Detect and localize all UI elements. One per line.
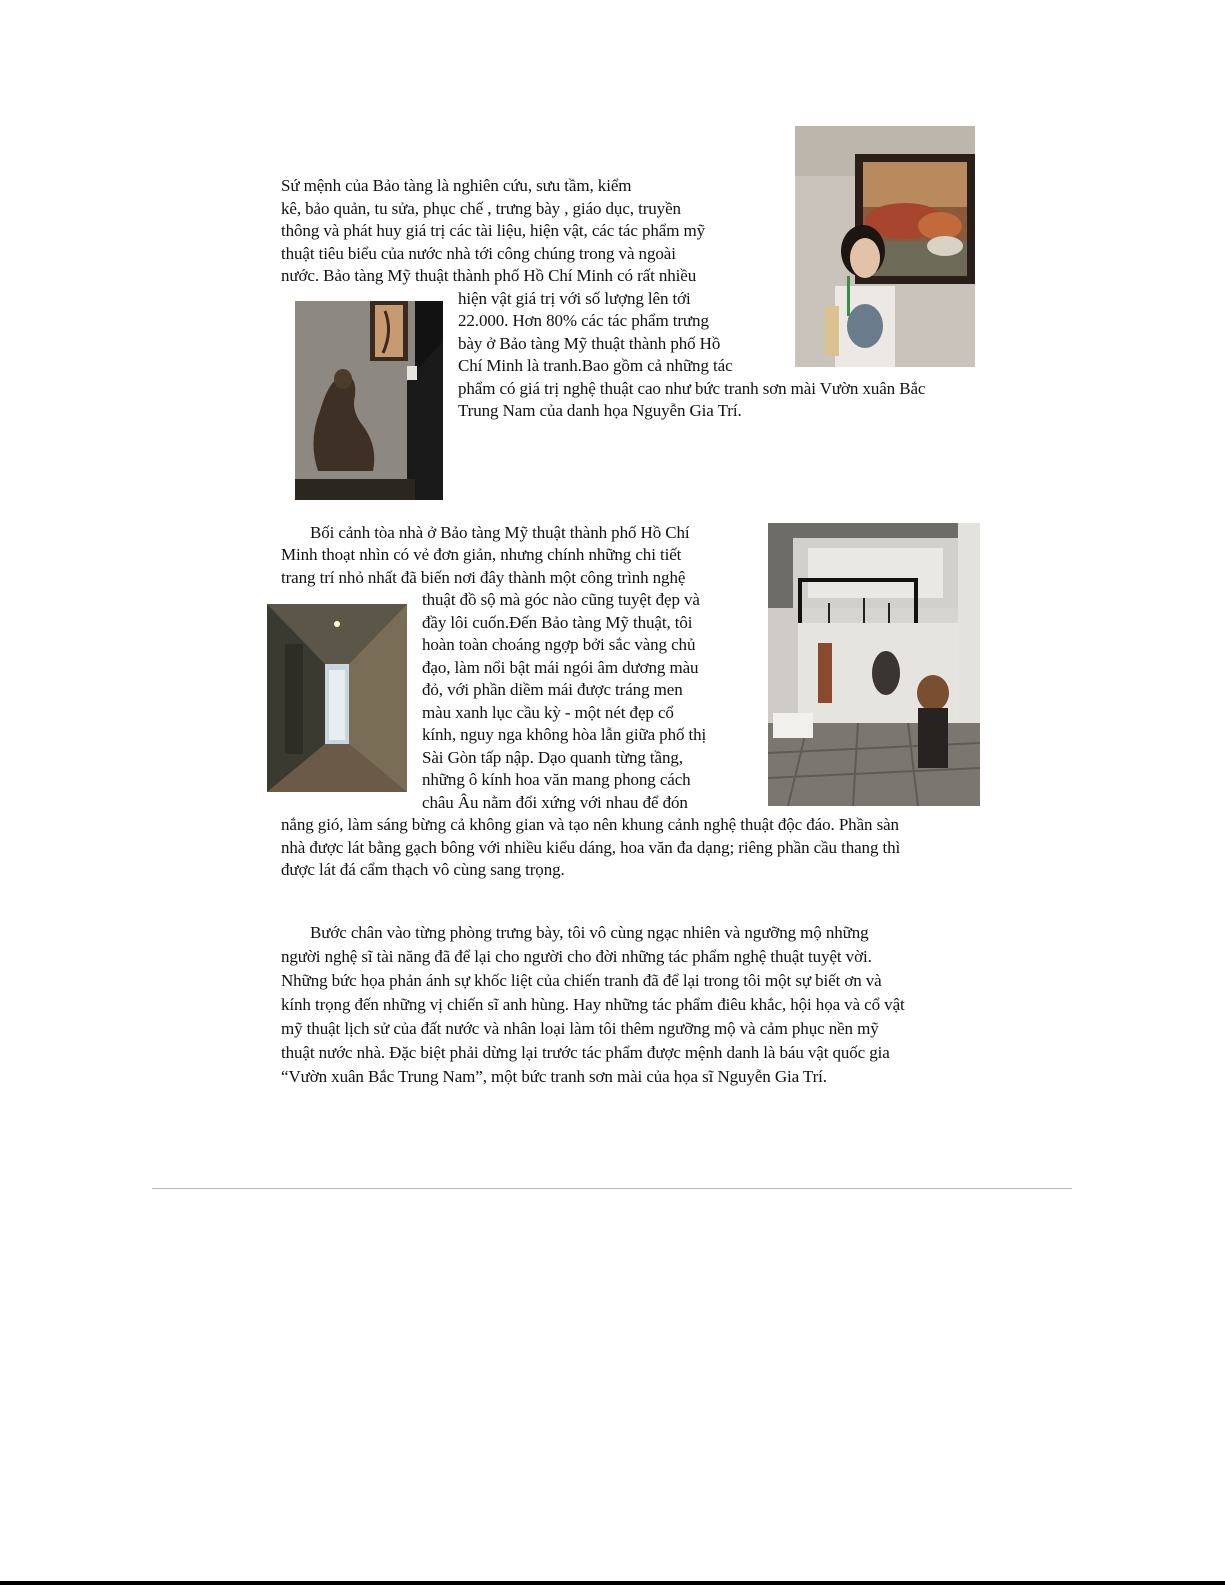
paragraph3-line-7: “Vườn xuân Bắc Trung Nam”, một bức tranh sơn mài của họa sĩ Nguyễn Gia Trí.: [281, 1067, 827, 1086]
exhibition-hall-photo: [768, 523, 980, 806]
paragraph3-line-5: mỹ thuật lịch sử của đất nước và nhân loại làm tôi thêm ngưỡng mộ và cảm phục nền mỹ: [281, 1019, 879, 1038]
paragraph2-line-4: thuật đồ sộ mà góc nào cũng tuyệt đẹp và: [422, 590, 700, 609]
paragraph1-line-5: nước. Bảo tàng Mỹ thuật thành phố Hồ Chí Minh có rất nhiều: [281, 266, 697, 285]
paragraph2-line-15: nhà được lát bằng gạch bông với nhiều kiểu dáng, hoa văn đa dạng; riêng phần cầu thang thì: [281, 838, 901, 857]
paragraph2-line-9: màu xanh lục cầu kỳ - một nét đẹp cổ: [422, 703, 674, 722]
paragraph3-line-4: kính trọng đến những vị chiến sĩ anh hùng. Hay những tác phẩm điêu khắc, hội họa và cổ vật: [281, 995, 905, 1014]
paragraph1-line-2: kê, bảo quản, tu sửa, phục chế , trưng bày , giáo dục, truyền: [281, 199, 681, 218]
paragraph2-line-1: Bối cảnh tòa nhà ở Bảo tàng Mỹ thuật thành phố Hồ Chí: [310, 523, 690, 542]
paragraph1-line-10: phẩm có giá trị nghệ thuật cao như bức tranh sơn mài Vườn xuân Bắc: [458, 379, 926, 398]
paragraph3-line-2: người nghệ sĩ tài năng đã để lại cho người cho đời những tác phẩm nghệ thuật tuyệt vời.: [281, 947, 872, 966]
paragraph2-line-16: được lát đá cẩm thạch vô cùng sang trọng.: [281, 860, 565, 879]
paragraph1-line-1: Sứ mệnh của Bảo tàng là nghiên cứu, sưu tầm, kiểm: [281, 176, 632, 195]
paragraph1-line-7: 22.000. Hơn 80% các tác phẩm trưng: [458, 311, 709, 330]
paragraph3-line-3: Những bức họa phản ánh sự khốc liệt của chiến tranh đã để lại trong tôi một sự biết ơn và: [281, 971, 882, 990]
paragraph1-line-8: bày ở Bảo tàng Mỹ thuật thành phố Hồ: [458, 334, 721, 353]
paragraph1-line-9: Chí Minh là tranh.Bao gồm cả những tác: [458, 356, 733, 375]
paragraph1-line-3: thông và phát huy giá trị các tài liệu, hiện vật, các tác phẩm mỹ: [281, 221, 706, 240]
paragraph2-line-2: Minh thoạt nhìn có vẻ đơn giản, nhưng chính những chi tiết: [281, 545, 682, 564]
paragraph2-line-6: hoàn toàn choáng ngợp bởi sắc vàng chủ: [422, 635, 696, 654]
visitor-with-painting-photo: [795, 126, 975, 367]
paragraph2-line-7: đạo, làm nổi bật mái ngói âm dương màu: [422, 658, 699, 677]
bronze-sculpture-photo: [295, 301, 443, 500]
paragraph2-line-11: Sài Gòn tấp nập. Dạo quanh từng tầng,: [422, 748, 683, 767]
corridor-photo: [267, 604, 407, 792]
paragraph1-line-4: thuật tiêu biểu của nước nhà tới công chúng trong và ngoài: [281, 244, 676, 263]
paragraph2-line-12: những ô kính hoa văn mang phong cách: [422, 770, 691, 789]
page-divider: [152, 1188, 1072, 1189]
paragraph1-line-11: Trung Nam của danh họa Nguyễn Gia Trí.: [458, 401, 742, 420]
paragraph3-line-1: Bước chân vào từng phòng trưng bày, tôi vô cùng ngạc nhiên và ngưỡng mộ những: [310, 923, 869, 942]
paragraph2-line-8: đỏ, với phần diềm mái được tráng men: [422, 680, 683, 699]
paragraph2-line-5: đầy lôi cuốn.Đến Bảo tàng Mỹ thuật, tôi: [422, 613, 693, 632]
paragraph2-line-3: trang trí nhỏ nhất đã biến nơi đây thành một công trình nghệ: [281, 568, 686, 587]
paragraph2-line-10: kính, nguy nga không hòa lẫn giữa phố thị: [422, 725, 707, 744]
paragraph3-line-6: thuật nước nhà. Đặc biệt phải dừng lại trước tác phẩm được mệnh danh là báu vật quốc gia: [281, 1043, 890, 1062]
bottom-edge-bar: [0, 1581, 1225, 1585]
paragraph1-line-6: hiện vật giá trị với số lượng lên tới: [458, 289, 691, 308]
paragraph2-line-13: châu Âu nằm đối xứng với nhau để đón: [422, 793, 688, 812]
paragraph2-line-14: nắng gió, làm sáng bừng cả không gian và tạo nên khung cảnh nghệ thuật độc đáo. Phần sàn: [281, 815, 899, 834]
